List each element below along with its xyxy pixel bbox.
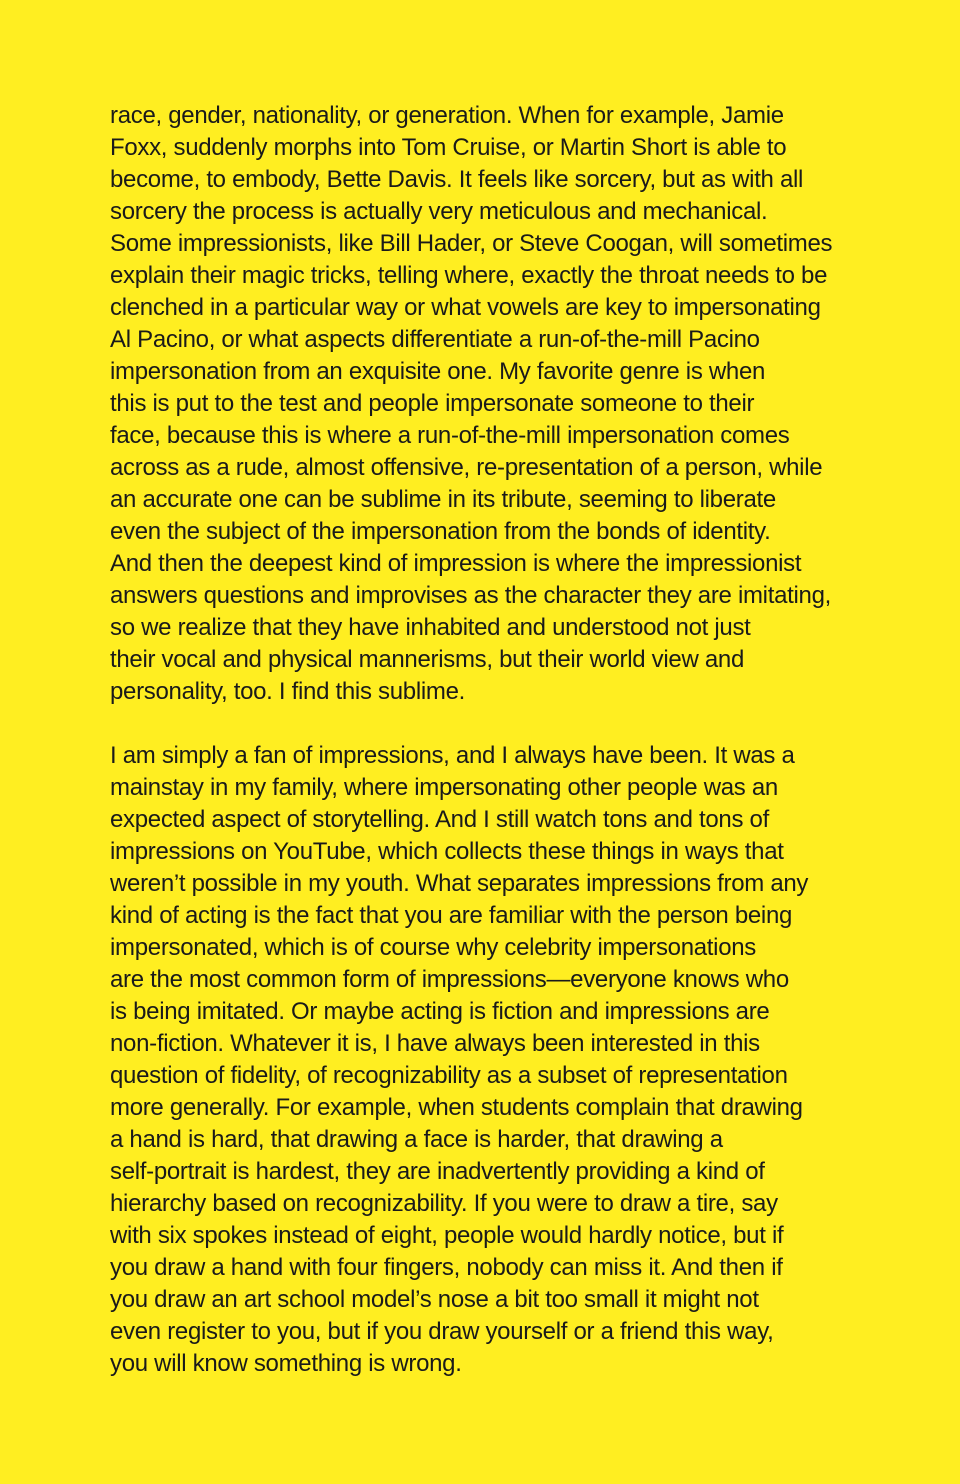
text-line: race, gender, nationality, or generation. When for example, Jamie — [110, 102, 784, 129]
text-line: impersonation from an exquisite one. My favorite genre is when — [110, 358, 766, 385]
text-line: impersonated, which is of course why celebrity impersonations — [110, 934, 757, 961]
text-line: hierarchy based on recognizability. If you were to draw a tire, say — [110, 1190, 778, 1217]
text-line: you draw an art school model’s nose a bit too small it might not — [110, 1286, 759, 1313]
body-paragraph — [110, 100, 890, 708]
text-line: more generally. For example, when students complain that drawing — [110, 1094, 803, 1121]
text-line: explain their magic tricks, telling where, exactly the throat needs to be — [110, 262, 828, 289]
body-paragraph — [110, 740, 890, 1380]
text-line: Some impressionists, like Bill Hader, or Steve Coogan, will sometimes — [110, 230, 833, 257]
text-line: face, because this is where a run-of-the-mill impersonation comes — [110, 422, 790, 449]
text-line: an accurate one can be sublime in its tribute, seeming to liberate — [110, 486, 776, 513]
text-line: even the subject of the impersonation from the bonds of identity. — [110, 518, 771, 545]
text-line: personality, too. I find this sublime. — [110, 678, 465, 705]
text-line: weren’t possible in my youth. What separates impressions from any — [110, 870, 809, 897]
text-line: with six spokes instead of eight, people would hardly notice, but if — [110, 1222, 784, 1249]
text-line: you will know something is wrong. — [110, 1350, 462, 1377]
text-line: non-fiction. Whatever it is, I have always been interested in this — [110, 1030, 760, 1057]
text-line: mainstay in my family, where impersonating other people was an — [110, 774, 778, 801]
text-line: clenched in a particular way or what vowels are key to impersonating — [110, 294, 821, 321]
text-line: question of fidelity, of recognizability as a subset of representation — [110, 1062, 788, 1089]
text-line: impressions on YouTube, which collects these things in ways that — [110, 838, 784, 865]
text-line: even register to you, but if you draw yourself or a friend this way, — [110, 1318, 774, 1345]
text-line: across as a rude, almost offensive, re-presentation of a person, while — [110, 454, 823, 481]
text-line: self-portrait is hardest, they are inadvertently providing a kind of — [110, 1158, 765, 1185]
text-line: answers questions and improvises as the character they are imitating, — [110, 582, 831, 609]
text-line: And then the deepest kind of impression is where the impressionist — [110, 550, 802, 577]
text-line: are the most common form of impressions—everyone knows who — [110, 966, 789, 993]
text-line: expected aspect of storytelling. And I still watch tons and tons of — [110, 806, 769, 833]
document-page — [110, 100, 890, 1380]
text-line: Al Pacino, or what aspects differentiate a run-of-the-mill Pacino — [110, 326, 760, 353]
text-line: this is put to the test and people impersonate someone to their — [110, 390, 755, 417]
text-line: I am simply a fan of impressions, and I always have been. It was a — [110, 742, 795, 769]
text-line: kind of acting is the fact that you are familiar with the person being — [110, 902, 793, 929]
text-line: is being imitated. Or maybe acting is fiction and impressions are — [110, 998, 770, 1025]
text-line: Foxx, suddenly morphs into Tom Cruise, or Martin Short is able to — [110, 134, 787, 161]
text-line: you draw a hand with four fingers, nobody can miss it. And then if — [110, 1254, 783, 1281]
text-line: their vocal and physical mannerisms, but their world view and — [110, 646, 745, 673]
text-line: sorcery the process is actually very meticulous and mechanical. — [110, 198, 768, 225]
text-line: so we realize that they have inhabited and understood not just — [110, 614, 751, 641]
text-line: become, to embody, Bette Davis. It feels like sorcery, but as with all — [110, 166, 804, 193]
text-line: a hand is hard, that drawing a face is harder, that drawing a — [110, 1126, 723, 1153]
